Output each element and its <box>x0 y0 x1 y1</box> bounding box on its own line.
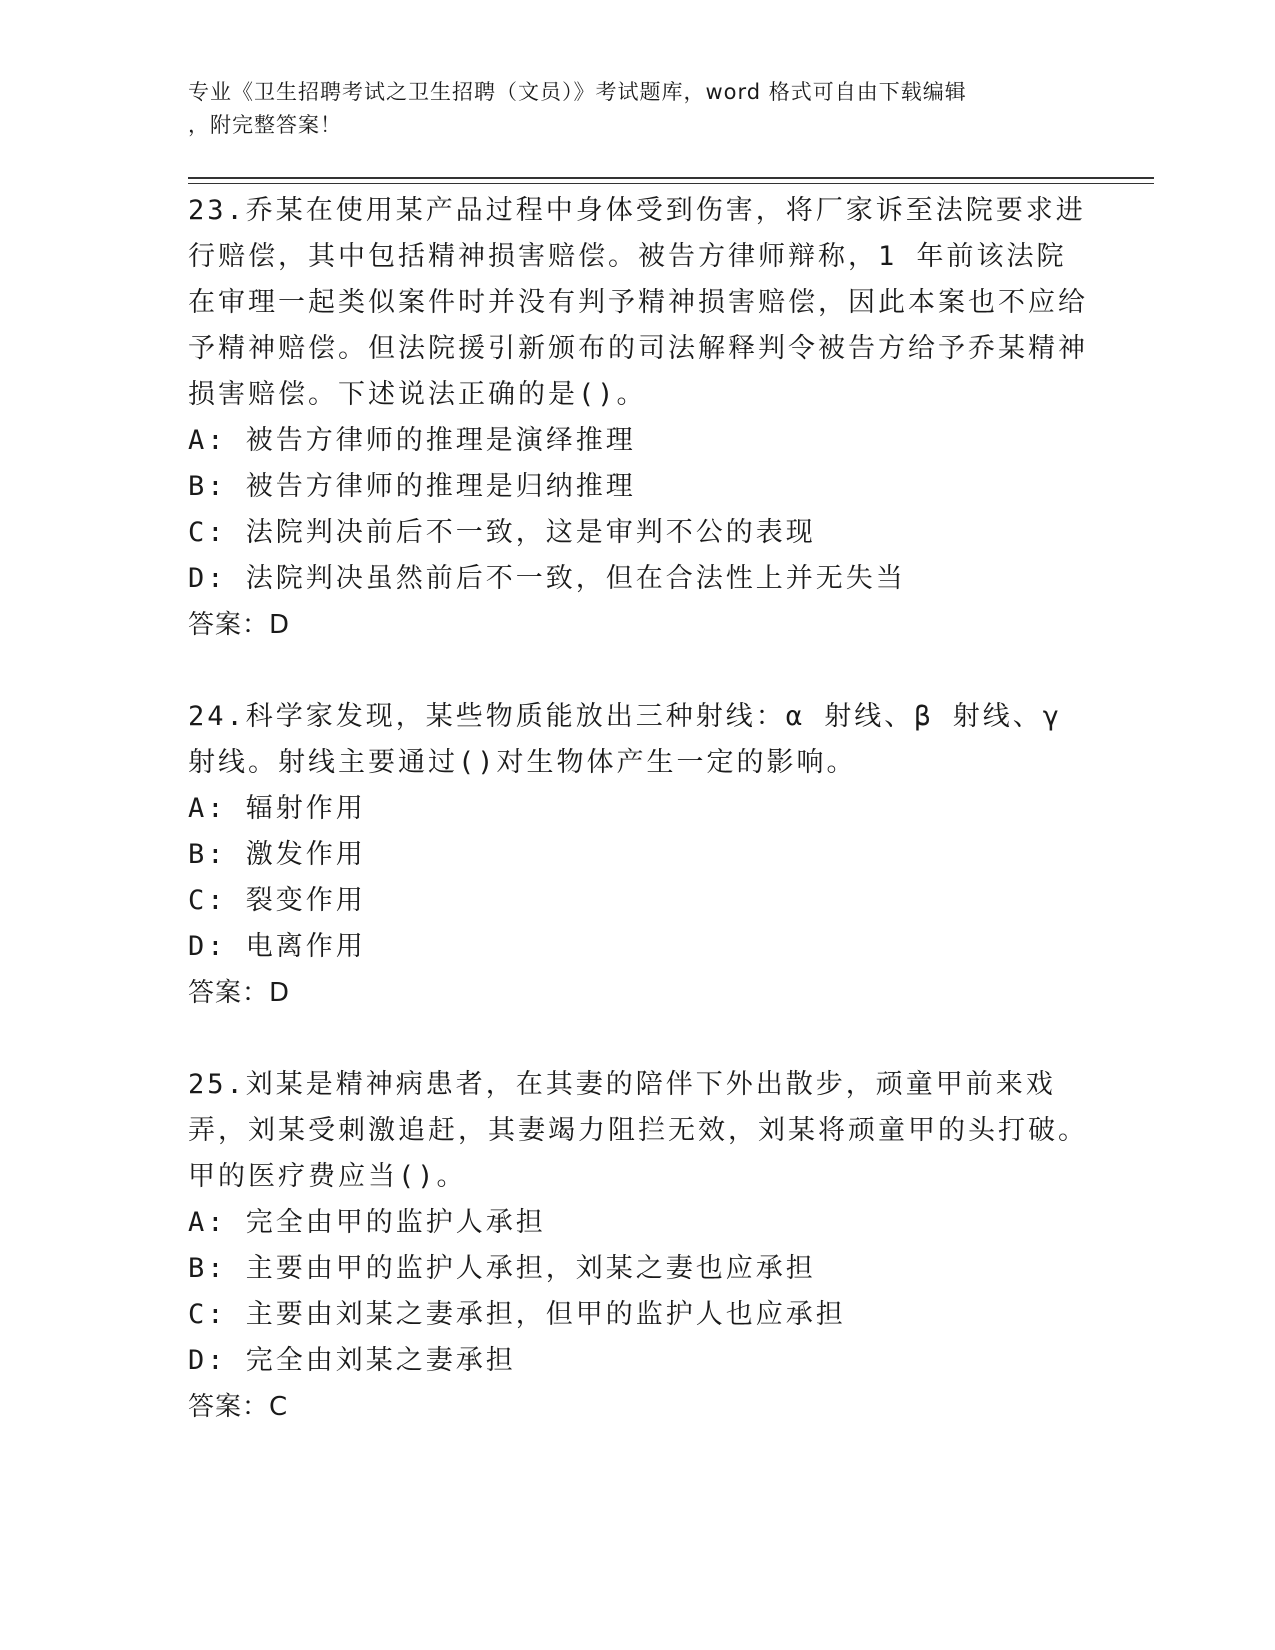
document-header <box>188 76 1088 142</box>
answer-line: 答案：D <box>188 610 291 640</box>
question-stem: 25.刘某是精神病患者，在其妻的陪伴下外出散步，顽童甲前来戏弄，刘某受刺激追赶，其妻竭力阻拦无效，刘某将顽童甲的头打破。甲的医疗费应当()。 <box>188 1069 1088 1192</box>
question-stem: 24.科学家发现，某些物质能放出三种射线：α 射线、β 射线、γ 射线。射线主要通过()对生物体产生一定的影响。 <box>188 701 1063 778</box>
question-list <box>188 188 1088 1476</box>
option-d: D: 完全由刘某之妻承担 <box>188 1345 516 1376</box>
header-line-2: ，附完整答案！ <box>188 113 342 137</box>
header-divider-thin <box>188 183 1154 184</box>
option-d: D: 法院判决虽然前后不一致，但在合法性上并无失当 <box>188 563 906 594</box>
option-c: C: 法院判决前后不一致，这是审判不公的表现 <box>188 517 816 548</box>
question-25 <box>188 1062 1088 1430</box>
question-23 <box>188 188 1088 648</box>
option-a: A: 完全由甲的监护人承担 <box>188 1207 546 1238</box>
header-line-1: 专业《卫生招聘考试之卫生招聘（文员）》考试题库，word 格式可自由下载编辑 <box>188 80 967 104</box>
question-stem: 23.乔某在使用某产品过程中身体受到伤害，将厂家诉至法院要求进行赔偿，其中包括精神损害赔偿。被告方律师辩称，1 年前该法院在审理一起类似案件时并没有判予精神损害赔偿，因此本案也不应给予精神赔偿。但法院援引新颁布的司法解释判令被告方给予乔某精神损害赔偿。下述说法正确的是()。 <box>188 195 1088 410</box>
option-c: C: 裂变作用 <box>188 885 366 916</box>
option-c: C: 主要由刘某之妻承担，但甲的监护人也应承担 <box>188 1299 846 1330</box>
question-24 <box>188 694 1088 1016</box>
option-b: B: 主要由甲的监护人承担，刘某之妻也应承担 <box>188 1253 816 1284</box>
header-divider-thick <box>188 177 1154 179</box>
option-a: A: 被告方律师的推理是演绎推理 <box>188 425 636 456</box>
option-b: B: 被告方律师的推理是归纳推理 <box>188 471 636 502</box>
answer-line: 答案：C <box>188 1392 289 1422</box>
option-d: D: 电离作用 <box>188 931 366 962</box>
answer-line: 答案：D <box>188 978 291 1008</box>
option-a: A: 辐射作用 <box>188 793 366 824</box>
option-b: B: 激发作用 <box>188 839 366 870</box>
